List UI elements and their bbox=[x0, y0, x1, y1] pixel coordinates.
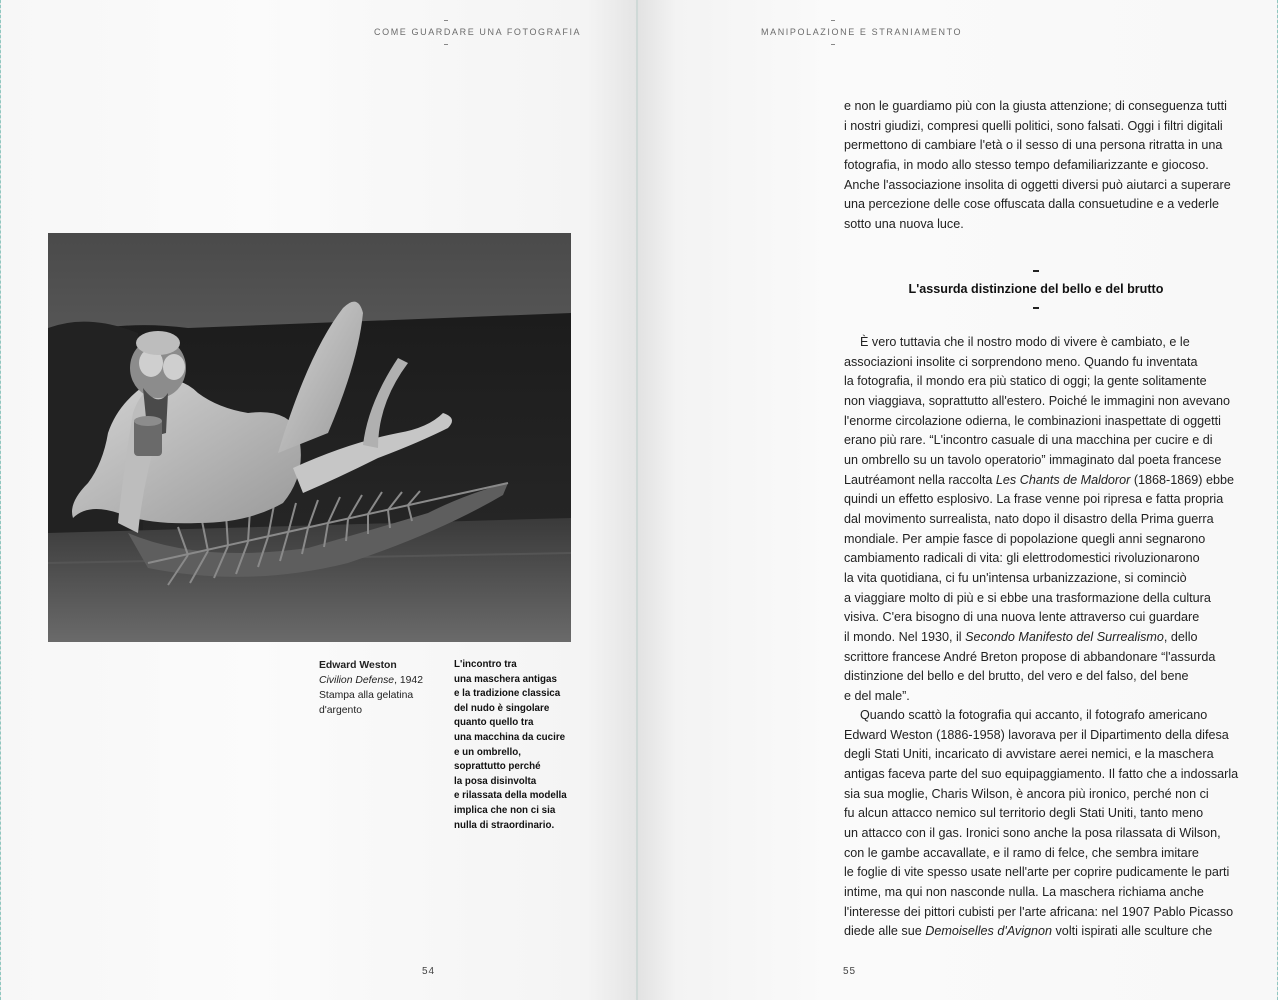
text-line: i nostri giudizi, compresi quelli politici, sono falsati. Oggi i filtri digitali bbox=[844, 118, 1223, 133]
photo-medium-line2: d'argento bbox=[319, 705, 363, 716]
section-title: L'assurda distinzione del bello e del brutto bbox=[908, 281, 1164, 296]
artwork-title-demoiselles: Demoiselles d'Avignon bbox=[925, 924, 1053, 939]
text-line: erano più rare. “L'incontro casuale di una macchina per cucire e di bbox=[844, 433, 1213, 448]
text-line: visiva. C'era bisogno di una nuova lente attraverso cui guardare bbox=[844, 610, 1200, 625]
photo-year: , 1942 bbox=[394, 675, 423, 686]
photo-credit bbox=[319, 658, 439, 718]
paragraph-1 bbox=[844, 333, 1234, 706]
text-line: permettono di cambiare l'età o il sesso di una persona ritratta in una bbox=[844, 138, 1223, 153]
running-head-dash-bottom bbox=[444, 44, 448, 45]
text-line: un ombrello su un tavolo operatorio” immaginato dal poeta francese bbox=[844, 452, 1222, 467]
text-line: l'interesse dei pittori cubisti per l'arte africana: nel 1907 Pablo Picasso bbox=[844, 904, 1234, 919]
text-line: la vita quotidiana, ci fu un'intensa urbanizzazione, si cominciò bbox=[844, 570, 1187, 585]
page-number-right: 55 bbox=[843, 966, 857, 977]
intro-paragraph bbox=[844, 97, 1234, 235]
text-line: intime, ma qui non nasconde nulla. La maschera richiama anche bbox=[844, 884, 1204, 899]
text-line: sotto una nuova luce. bbox=[844, 216, 964, 231]
text-line: distinzione del bello e del brutto, del vero e del falso, del bene bbox=[844, 669, 1189, 684]
text-run: Lautréamont nella raccolta bbox=[844, 472, 996, 487]
text-line: fu alcun attacco nemico sul territorio degli Stati Uniti, tanto meno bbox=[844, 806, 1204, 821]
section-dash-top bbox=[1033, 270, 1039, 272]
photo-caption: L'incontro tra una maschera antigas e la tradizione classica del nudo è singolare quanto quello tra una macchina da cucire e un ombrello, soprattutto perché la posa disinvolta e rilassata della modella implica che non ci sia nulla di straordinario. bbox=[454, 659, 567, 831]
text-line: mondiale. Per ampie fasce di popolazione quegli anni segnarono bbox=[844, 531, 1206, 546]
text-line: con le gambe accavallate, e il ramo di felce, che sembra imitare bbox=[844, 845, 1199, 860]
text-line: È vero tuttavia che il nostro modo di vivere è cambiato, e le bbox=[860, 335, 1190, 349]
book-title-manifesto: Secondo Manifesto del Surrealismo bbox=[965, 629, 1164, 644]
running-head-dash-top bbox=[831, 20, 835, 21]
text-run: volti ispirati alle sculture che bbox=[1052, 924, 1213, 939]
text-line: sia sua moglie, Charis Wilson, è ancora più ironico, perché non ci bbox=[844, 786, 1209, 801]
text-line: non viaggiava, soprattutto all'estero. Poiché le immagini non avevano bbox=[844, 393, 1231, 408]
running-head-dash-top bbox=[444, 20, 448, 21]
text-run: il mondo. Nel 1930, il bbox=[844, 629, 966, 644]
section-heading bbox=[844, 262, 1228, 317]
text-line bbox=[844, 471, 1234, 491]
running-head-left: COME GUARDARE UNA FOTOGRAFIA bbox=[374, 27, 582, 37]
text-line bbox=[844, 922, 1234, 942]
text-run: , dello bbox=[1163, 629, 1198, 644]
text-line: e non le guardiamo più con la giusta attenzione; di conseguenza tutti bbox=[844, 99, 1227, 113]
running-head-dash-bottom bbox=[831, 44, 835, 45]
text-line: degli Stati Uniti, incaricato di avvistare aerei nemici, e la maschera bbox=[844, 747, 1214, 762]
text-line: Quando scattò la fotografia qui accanto, il fotografo americano bbox=[860, 708, 1208, 722]
book-title-maldoror: Les Chants de Maldoror bbox=[995, 472, 1131, 487]
photographer-name: Edward Weston bbox=[319, 660, 397, 671]
text-line: a viaggiare molto di più e si ebbe una trasformazione della cultura bbox=[844, 590, 1211, 605]
text-line: antigas faceva parte del suo equipaggiamento. Il fatto che a indossarla bbox=[844, 766, 1239, 781]
photo-title-line bbox=[319, 675, 423, 686]
text-line: una percezione delle cose offuscata dalla consuetudine e a vederle bbox=[844, 197, 1220, 212]
photo-image bbox=[48, 233, 571, 642]
text-line: dal movimento surrealista, nato dopo il disastro della Prima guerra bbox=[844, 511, 1214, 526]
text-line: e del male”. bbox=[844, 688, 910, 703]
photo-title: Civilion Defense bbox=[319, 675, 395, 686]
text-run: (1868-1869) ebbe bbox=[1130, 472, 1234, 487]
page-number-left: 54 bbox=[422, 966, 436, 977]
text-line: fotografia, in modo allo stesso tempo defamiliarizzante e giocoso. bbox=[844, 157, 1209, 172]
photo-medium-line1: Stampa alla gelatina bbox=[319, 690, 414, 701]
text-line: associazioni insolite ci sorprendono meno. Quando fu inventata bbox=[844, 354, 1198, 369]
photograph-civilian-defense bbox=[48, 233, 571, 642]
text-line: Anche l'associazione insolita di oggetti diversi può aiutarci a superare bbox=[844, 177, 1231, 192]
text-line: le foglie di vite spesso usate nell'arte per coprire pudicamente le parti bbox=[844, 865, 1230, 880]
text-line: la fotografia, il mondo era più statico di oggi; la gente solitamente bbox=[844, 374, 1207, 389]
text-line bbox=[844, 628, 1234, 648]
text-line: l'enorme circolazione odierna, le combinazioni inaspettate di oggetti bbox=[844, 413, 1221, 428]
text-run: diede alle sue bbox=[844, 924, 926, 939]
text-line: Edward Weston (1886-1958) lavorava per il Dipartimento della difesa bbox=[844, 727, 1229, 742]
text-line: quindi un effetto esplosivo. La frase venne poi ripresa e fatta propria bbox=[844, 492, 1224, 507]
text-line: scrittore francese André Breton propose di abbandonare “l'assurda bbox=[844, 649, 1216, 664]
text-line: cambiamento radicali di vita: gli elettrodomestici rivoluzionarono bbox=[844, 551, 1200, 566]
paragraph-2 bbox=[844, 706, 1239, 942]
section-dash-bottom bbox=[1033, 307, 1039, 309]
left-page bbox=[0, 0, 638, 1000]
text-line: un attacco con il gas. Ironici sono anche la posa rilassata di Wilson, bbox=[844, 825, 1221, 840]
running-head-right: MANIPOLAZIONE E STRANIAMENTO bbox=[761, 27, 963, 37]
